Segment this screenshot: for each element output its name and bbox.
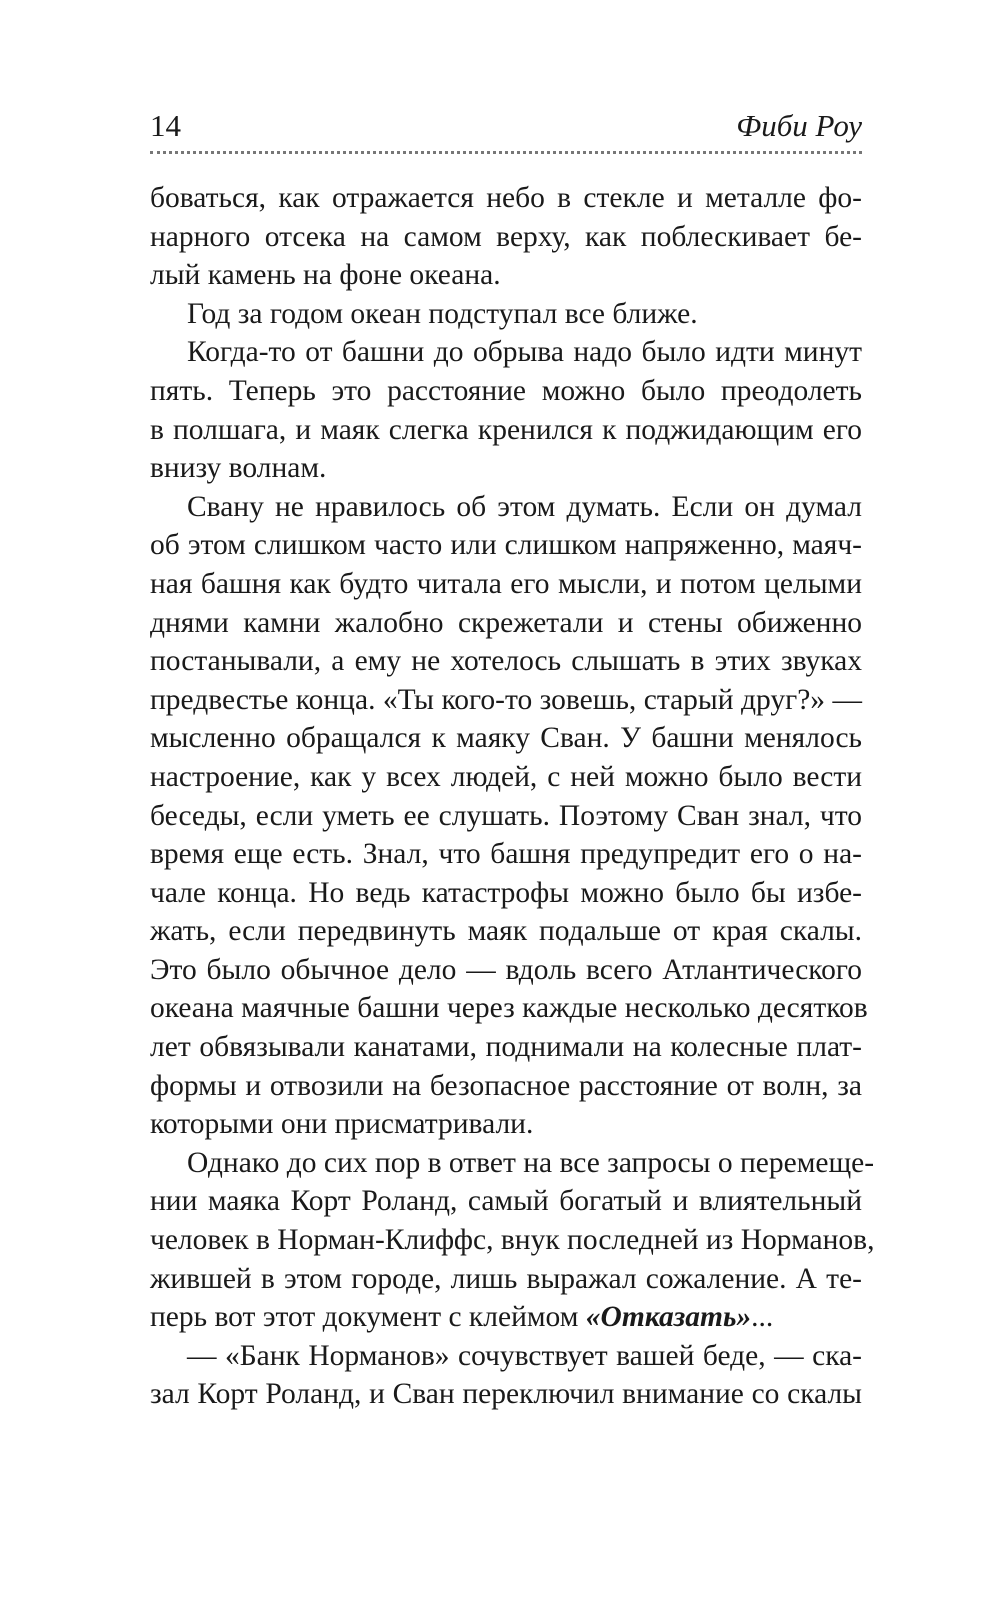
text-line: мысленно обращался к маяку Сван. У башни менялось <box>150 722 862 755</box>
text-line: лый камень на фоне океана. <box>150 259 501 292</box>
text-line: которыми они присматривали. <box>150 1108 534 1141</box>
text-line: жать, если передвинуть маяк подальше от края скалы. <box>150 915 862 948</box>
text-line: зал Корт Роланд, и Сван переключил внимание со скалы <box>150 1378 862 1411</box>
text-line: жившей в этом городе, лишь выражал сожаление. А те- <box>150 1262 862 1295</box>
paragraph-start: Год за годом океан подступал все ближе. <box>187 297 698 330</box>
text-line-with-emphasis <box>150 1298 862 1337</box>
header-divider <box>150 151 862 154</box>
text-line: нии маяка Корт Роланд, самый богатый и влиятельный <box>150 1185 862 1218</box>
text-line: днями камни жалобно скрежетали и стены обиженно <box>150 606 862 639</box>
text-line: Это было обычное дело — вдоль всего Атлантического <box>150 953 862 986</box>
text-line: нарного отсека на самом верху, как поблескивает бе- <box>150 220 862 253</box>
text-line: формы и отвозили на безопасное расстояние от волн, за <box>150 1069 862 1102</box>
text-line: настроение, как у всех людей, с ней можно было вести <box>150 760 862 793</box>
text-line: человек в Норман-Клиффс, внук последней из Норманов, <box>150 1224 875 1257</box>
paragraph-start: Когда-то от башни до обрыва надо было идти минут <box>187 336 862 369</box>
text-line: лет обвязывали канатами, поднимали на колесные плат- <box>150 1031 862 1064</box>
text-line: постанывали, а ему не хотелось слышать в этих звуках <box>150 645 862 678</box>
paragraph-start: Свану не нравилось об этом думать. Если он думал <box>187 490 862 523</box>
text-fragment: перь вот этот документ с клеймом <box>150 1301 586 1334</box>
text-line: об этом слишком часто или слишком напряженно, маяч- <box>150 529 862 562</box>
running-title: Фиби Роу <box>736 108 862 143</box>
text-line: боваться, как отражается небо в стекле и металле фо- <box>150 182 862 214</box>
text-line: чале конца. Но ведь катастрофы можно было бы избе- <box>150 876 862 909</box>
body-text <box>150 179 875 1414</box>
text-line: пять. Теперь это расстояние можно было преодолеть <box>150 374 862 407</box>
text-line: океана маячные башни через каждые несколько десятков <box>150 992 868 1025</box>
text-fragment: ... <box>751 1301 774 1334</box>
paragraph-start: Однако до сих пор в ответ на все запросы о перемеще- <box>187 1146 875 1179</box>
text-line: внизу волнам. <box>150 452 327 485</box>
text-line: ная башня как будто читала его мысли, и потом целыми <box>150 567 862 600</box>
emphasized-word: «Отказать» <box>585 1301 752 1334</box>
page-header <box>150 106 862 146</box>
paragraph-start: — «Банк Норманов» сочувствует вашей беде, — ска- <box>187 1339 862 1372</box>
text-line: беседы, если уметь ее слушать. Поэтому Сван знал, что <box>150 799 862 832</box>
text-line: время еще есть. Знал, что башня предупредит его о на- <box>150 838 862 871</box>
text-line: предвестье конца. «Ты кого-то зовешь, старый друг?» — <box>150 683 862 716</box>
page-number: 14 <box>150 108 181 143</box>
text-line: в полшага, и маяк слегка кренился к поджидающим его <box>150 413 862 446</box>
